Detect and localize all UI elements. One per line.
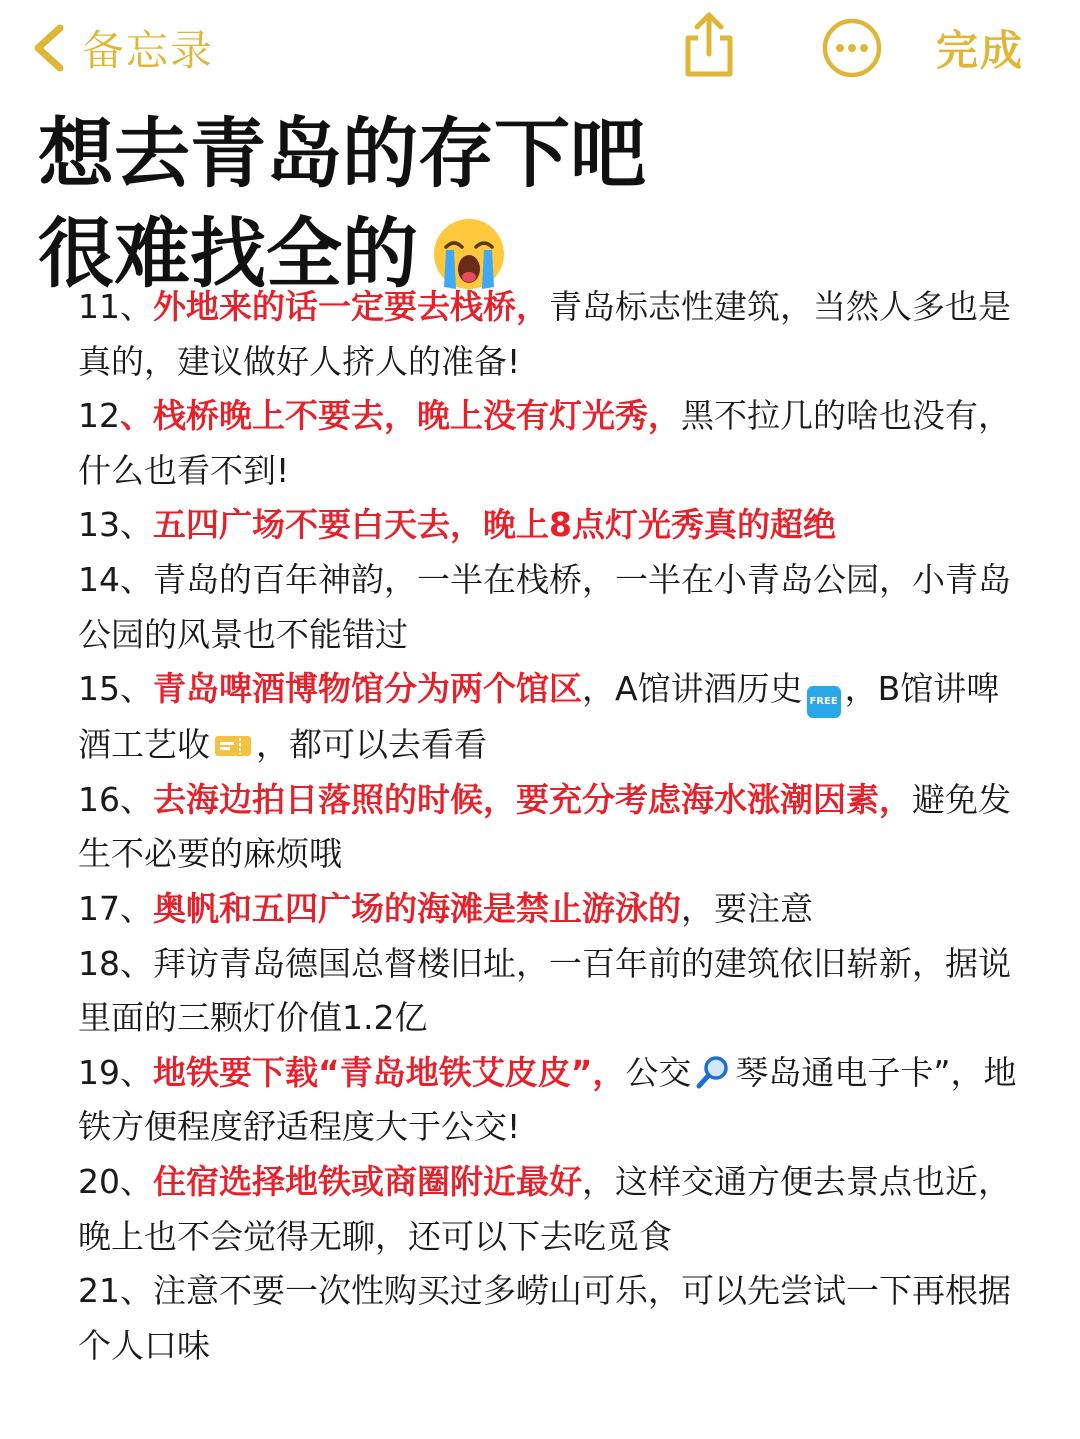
ellipsis-circle-icon [820, 16, 884, 80]
highlight-text: 五四广场不要白天去，晚上8点灯光秀真的超绝 [153, 505, 836, 545]
done-button[interactable]: 完成 [936, 26, 1025, 75]
item-text: 注意不要一次性购买过多崂山可乐，可以先尝试一下再根据个人口味 [78, 1271, 1011, 1365]
list-item [78, 773, 1018, 882]
list-item [78, 498, 1018, 553]
note-title [38, 104, 1038, 304]
item-text: ，都可以去看看 [256, 725, 487, 765]
more-options-button[interactable] [820, 16, 884, 80]
item-number: 17、 [78, 888, 153, 928]
title-text-1: 想去青岛的存下吧 [38, 109, 646, 198]
list-item [78, 1264, 1018, 1373]
item-text: 青岛标志性建筑，当然人多也是真的，建议做好人挤人的准备! [78, 287, 1011, 381]
item-text: ，这样交通方便去景点也近，晚上也不会觉得无聊，还可以下去吃觅食 [78, 1161, 1011, 1256]
highlight-text: 、栈桥晚上不要去，晚上没有灯光秀， [120, 396, 681, 436]
back-button[interactable] [28, 18, 214, 78]
list-item [78, 553, 1018, 662]
item-text: 公交 [625, 1052, 692, 1092]
item-number: 14、 [78, 559, 153, 599]
list-item [78, 389, 1018, 498]
title-line-1 [38, 104, 1038, 204]
item-number: 12 [78, 396, 120, 436]
list-item [78, 662, 1018, 773]
item-text: ，A馆讲酒历史 [582, 669, 803, 709]
item-number: 13、 [78, 505, 153, 545]
item-text: 拜访青岛德国总督楼旧址，一百年前的建筑依旧崭新，据说里面的三颗灯价值1.2亿 [78, 943, 1011, 1038]
chevron-left-icon [28, 22, 70, 74]
magnifying-glass-icon [695, 1054, 731, 1090]
highlight-text: 住宿选择地铁或商圈附近最好 [153, 1161, 582, 1201]
free-button-icon: FREE [807, 686, 841, 718]
note-body [78, 280, 1018, 1373]
highlight-text: 地铁要下载“青岛地铁艾皮皮”， [153, 1052, 626, 1092]
list-item [78, 882, 1018, 937]
highlight-text: 奥帆和五四广场的海滩是禁止游泳的 [153, 888, 681, 928]
list-item [78, 280, 1018, 389]
item-number: 20、 [78, 1161, 153, 1201]
item-number: 18、 [78, 943, 153, 983]
item-number: 11、 [78, 287, 153, 326]
back-label: 备忘录 [82, 26, 215, 75]
item-text: 黑不拉几的啥也没有，什么也看不到! [78, 396, 1011, 490]
item-number: 21、 [78, 1271, 153, 1311]
title-text-2: 很难找全的 [38, 209, 418, 298]
highlight-text: 青岛啤酒博物馆分为两个馆区 [153, 669, 582, 709]
share-button[interactable] [680, 10, 738, 80]
ticket-icon [214, 734, 252, 758]
list-item [78, 937, 1018, 1046]
item-text: 青岛的百年神韵，一半在栈桥，一半在小青岛公园，小青岛公园的风景也不能错过 [78, 559, 1011, 654]
list-item [78, 1155, 1018, 1264]
share-icon [680, 10, 738, 80]
list-item [78, 1046, 1018, 1155]
navigation-bar [0, 0, 1080, 100]
item-text: ，B馆讲啤酒工艺收 [78, 669, 1000, 765]
item-number: 15、 [78, 669, 153, 709]
item-number: 16、 [78, 779, 153, 819]
item-text: 避免发生不必要的麻烦哦 [78, 779, 1011, 874]
item-number: 19、 [78, 1052, 153, 1092]
item-text: 琴岛通电子卡”，地铁方便程度舒适程度大于公交! [78, 1052, 1017, 1147]
highlight-text: 去海边拍日落照的时候，要充分考虑海水涨潮因素， [153, 779, 912, 819]
item-text: ，要注意 [681, 888, 813, 928]
highlight-text: 外地来的话一定要去栈桥， [153, 287, 549, 326]
